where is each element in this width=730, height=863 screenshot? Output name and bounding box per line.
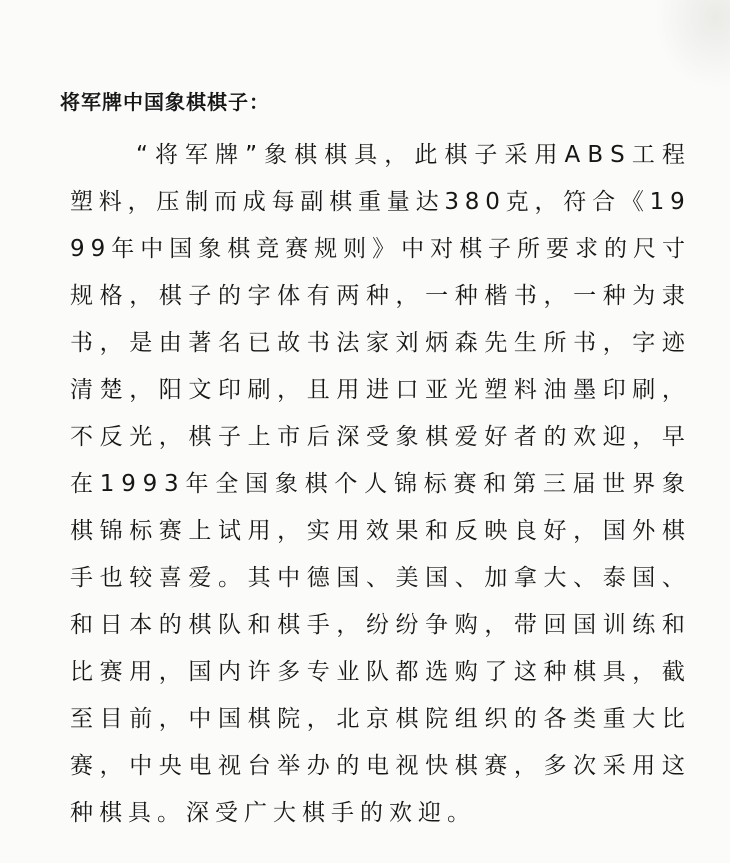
paragraph-line-13: 至 目 前 ， 中 国 棋 院 ， 北 京 棋 院 组 织 的 各 类 重 大 比 (70, 706, 685, 732)
paragraph-line-15: 种棋具。深受广大棋手的欢迎。 (70, 800, 476, 826)
paragraph-line-8: 在 1 9 9 3 年 全 国 象 棋 个 人 锦 标 赛 和 第 三 届 世 界 象 (70, 471, 685, 497)
paragraph-line-10: 手 也 较 喜 爱 。 其 中 德 国 、 美 国 、 加 拿 大 、 泰 国 、 (70, 565, 685, 591)
paragraph-line-6: 清 楚 ， 阳 文 印 刷 ， 且 用 进 口 亚 光 塑 料 油 墨 印 刷 ， (70, 377, 685, 403)
paragraph-line-5: 书 ， 是 由 著 名 已 故 书 法 家 刘 炳 森 先 生 所 书 ， 字 迹 (70, 330, 685, 356)
body-paragraph (70, 132, 710, 837)
paragraph-line-7: 不 反 光 ， 棋 子 上 市 后 深 受 象 棋 爱 好 者 的 欢 迎 ， 早 (70, 424, 685, 450)
paragraph-line-14: 赛 ， 中 央 电 视 台 举 办 的 电 视 快 棋 赛 ， 多 次 采 用 这 (70, 753, 685, 779)
paragraph-line-4: 规 格 ， 棋 子 的 字 体 有 两 种 ， 一 种 楷 书 ， 一 种 为 隶 (70, 283, 685, 309)
paragraph-line-9: 棋 锦 标 赛 上 试 用 ， 实 用 效 果 和 反 映 良 好 ， 国 外 棋 (70, 518, 685, 544)
document-heading: 将军牌中国象棋棋子： (60, 90, 270, 114)
paragraph-line-12: 比 赛 用 ， 国 内 许 多 专 业 队 都 选 购 了 这 种 棋 具 ， 截 (70, 659, 685, 685)
paragraph-line-11: 和 日 本 的 棋 队 和 棋 手 ， 纷 纷 争 购 ， 带 回 国 训 练 和 (70, 612, 685, 638)
paragraph-line-2: 塑 料 ， 压 制 而 成 每 副 棋 重 量 达 3 8 0 克 ， 符 合 《 1 9 (70, 189, 685, 215)
paragraph-line-3: 9 9 年 中 国 象 棋 竞 赛 规 则 》 中 对 棋 子 所 要 求 的 尺 寸 (70, 236, 685, 262)
paragraph-line-1: “ 将 军 牌 ” 象 棋 棋 具 ， 此 棋 子 采 用 A B S 工 程 (136, 142, 685, 168)
